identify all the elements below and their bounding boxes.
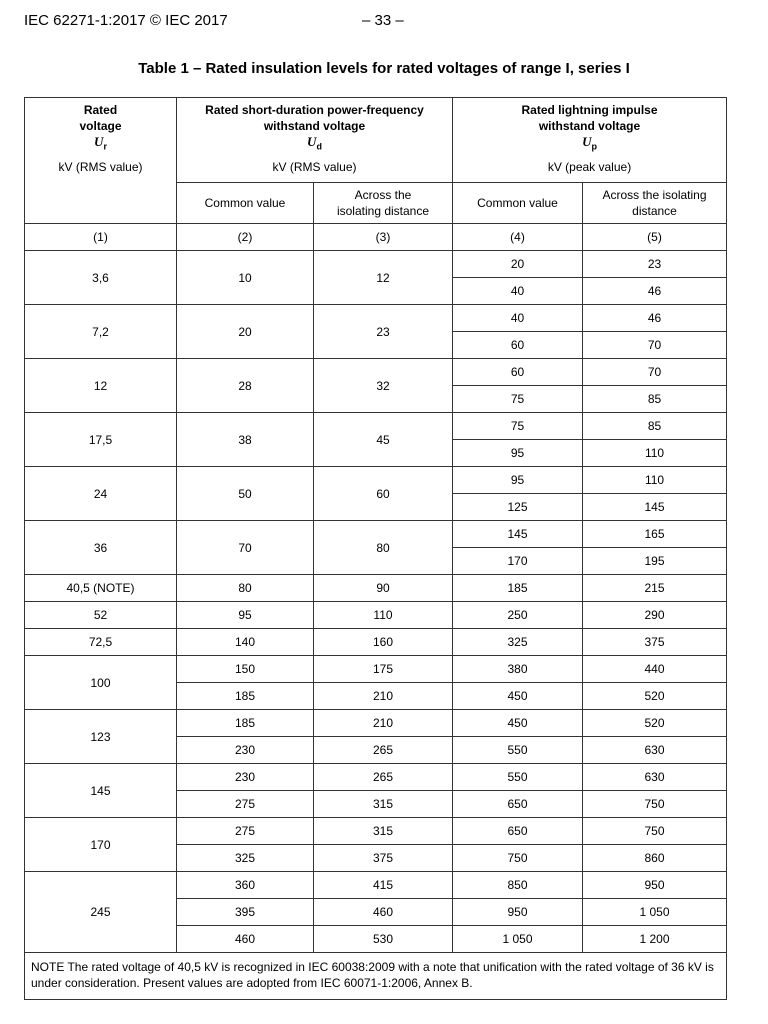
li-common-value-cell: 95: [453, 440, 583, 467]
pf-common-value-cell: 395: [177, 899, 314, 926]
pf-common-value-cell: 325: [177, 845, 314, 872]
column-number-row: [25, 224, 727, 251]
rated-voltage-cell: 17,5: [25, 413, 177, 467]
column-number: (4): [453, 224, 583, 251]
lightning-label-line2: withstand voltage: [538, 119, 641, 133]
li-common-value-cell: 750: [453, 845, 583, 872]
li-across-isolating-cell: 46: [583, 278, 727, 305]
li-across-isolating-cell: 165: [583, 521, 727, 548]
li-across-isolating-cell: 860: [583, 845, 727, 872]
pf-common-value-header: Common value: [177, 183, 314, 224]
li-across-isolating-cell: 630: [583, 737, 727, 764]
li-common-value-cell: 450: [453, 683, 583, 710]
li-common-value-cell: 950: [453, 899, 583, 926]
table-row: [25, 305, 727, 332]
table-row: [25, 575, 727, 602]
li-common-value-cell: 170: [453, 548, 583, 575]
table-row: [25, 359, 727, 386]
li-across-isolating-cell: 290: [583, 602, 727, 629]
pf-common-value-cell: 28: [177, 359, 314, 413]
table-note: NOTE The rated voltage of 40,5 kV is recognized in IEC 60038:2009 with a note that unification with the rated voltage of 36 kV is under consideration. Present values are adopted from IEC 60071-1:2006, Annex B.: [25, 953, 727, 1000]
page-header: [24, 12, 744, 34]
insulation-levels-table: [24, 97, 727, 1000]
rated-voltage-cell: 3,6: [25, 251, 177, 305]
li-across-isolating-cell: 23: [583, 251, 727, 278]
pf-across-isolating-cell: 210: [314, 710, 453, 737]
pf-across-isolating-cell: 90: [314, 575, 453, 602]
rated-voltage-cell: 145: [25, 764, 177, 818]
li-common-value-cell: 550: [453, 764, 583, 791]
li-common-value-cell: 40: [453, 278, 583, 305]
li-common-value-cell: 60: [453, 359, 583, 386]
li-common-value-cell: 40: [453, 305, 583, 332]
table-row: [25, 656, 727, 683]
pf-common-value-cell: 10: [177, 251, 314, 305]
li-across-isolating-cell: 1 200: [583, 926, 727, 953]
li-across-isolating-cell: 46: [583, 305, 727, 332]
li-common-value-cell: 75: [453, 386, 583, 413]
rated-voltage-cell: 40,5 (NOTE): [25, 575, 177, 602]
table-row: [25, 467, 727, 494]
pf-across-isolating-cell: 315: [314, 818, 453, 845]
li-common-value-cell: 125: [453, 494, 583, 521]
table-title: Table 1 – Rated insulation levels for rated voltages of range I, series I: [138, 60, 630, 77]
table-row: [25, 602, 727, 629]
rated-voltage-symbol: $U_r$: [94, 134, 107, 152]
lightning-symbol: $U_p$: [582, 134, 597, 152]
pf-across-isolating-cell: 12: [314, 251, 453, 305]
pf-common-value-cell: 95: [177, 602, 314, 629]
li-across-isolating-cell: 520: [583, 683, 727, 710]
pf-across-isolating-cell: 110: [314, 602, 453, 629]
li-across-isolating-cell: 195: [583, 548, 727, 575]
pf-across-isolating-cell: 415: [314, 872, 453, 899]
lightning-impulse-header: [453, 98, 727, 183]
rated-voltage-cell: 52: [25, 602, 177, 629]
li-common-value-cell: 550: [453, 737, 583, 764]
rated-voltage-cell: 100: [25, 656, 177, 710]
table-row: [25, 413, 727, 440]
power-frequency-symbol: $U_d$: [307, 134, 322, 152]
rated-voltage-cell: 36: [25, 521, 177, 575]
power-frequency-label-line1: Rated short-duration power-frequency: [205, 103, 424, 117]
li-across-isolating-cell: 440: [583, 656, 727, 683]
pf-common-value-cell: 20: [177, 305, 314, 359]
pf-common-value-cell: 185: [177, 683, 314, 710]
li-common-value-cell: 185: [453, 575, 583, 602]
pf-across-isolating-cell: 80: [314, 521, 453, 575]
li-across-isolating-cell: 145: [583, 494, 727, 521]
header-row-group: [25, 98, 727, 183]
pf-across-isolating-cell: 265: [314, 737, 453, 764]
rated-voltage-unit: kV (RMS value): [58, 159, 143, 174]
li-common-value-cell: 95: [453, 467, 583, 494]
li-across-isolating-cell: 375: [583, 629, 727, 656]
pf-across-isolating-cell: 375: [314, 845, 453, 872]
rated-voltage-header: [25, 98, 177, 224]
li-common-value-cell: 20: [453, 251, 583, 278]
pf-across-isolating-cell: 60: [314, 467, 453, 521]
rated-voltage-cell: 24: [25, 467, 177, 521]
table-body: [25, 251, 727, 953]
li-across-isolating-cell: 520: [583, 710, 727, 737]
pf-common-value-cell: 230: [177, 764, 314, 791]
power-frequency-unit: kV (RMS value): [272, 159, 357, 174]
pf-across-isolating-cell: 530: [314, 926, 453, 953]
li-across-isolating-cell: 110: [583, 440, 727, 467]
pf-common-value-cell: 275: [177, 791, 314, 818]
rated-voltage-label-line2: voltage: [79, 119, 122, 133]
lightning-unit: kV (peak value): [547, 159, 632, 174]
pf-common-value-cell: 230: [177, 737, 314, 764]
li-common-value-cell: 450: [453, 710, 583, 737]
pf-common-value-cell: 38: [177, 413, 314, 467]
pf-common-value-cell: 150: [177, 656, 314, 683]
li-common-value-cell: 850: [453, 872, 583, 899]
rated-voltage-label-line1: Rated: [83, 103, 118, 117]
column-number: (2): [177, 224, 314, 251]
pf-across-isolating-cell: 23: [314, 305, 453, 359]
li-across-isolating-cell: 110: [583, 467, 727, 494]
li-common-value-cell: 75: [453, 413, 583, 440]
li-common-value-cell: 1 050: [453, 926, 583, 953]
li-common-value-cell: 145: [453, 521, 583, 548]
rated-voltage-cell: 72,5: [25, 629, 177, 656]
pf-across-isolating-cell: 265: [314, 764, 453, 791]
table-row: [25, 521, 727, 548]
li-across-isolating-cell: 85: [583, 413, 727, 440]
rated-voltage-cell: 170: [25, 818, 177, 872]
column-number: (5): [583, 224, 727, 251]
rated-voltage-cell: 245: [25, 872, 177, 953]
column-number: (3): [314, 224, 453, 251]
pf-across-isolating-cell: 315: [314, 791, 453, 818]
pf-across-isolating-cell: 45: [314, 413, 453, 467]
li-across-isolating-cell: 85: [583, 386, 727, 413]
pf-across-isolating-header: Across the isolating distance: [314, 183, 453, 224]
table-row: [25, 629, 727, 656]
pf-common-value-cell: 275: [177, 818, 314, 845]
pf-common-value-cell: 185: [177, 710, 314, 737]
page-number: – 33 –: [362, 12, 404, 29]
rated-voltage-cell: 123: [25, 710, 177, 764]
table-row: [25, 710, 727, 737]
rated-voltage-cell: 12: [25, 359, 177, 413]
power-frequency-header: [177, 98, 453, 183]
pf-common-value-cell: 460: [177, 926, 314, 953]
li-common-value-cell: 650: [453, 818, 583, 845]
li-across-isolating-header: Across the isolating distance: [583, 183, 727, 224]
pf-common-value-cell: 70: [177, 521, 314, 575]
pf-across-isolating-cell: 210: [314, 683, 453, 710]
pf-common-value-cell: 50: [177, 467, 314, 521]
li-common-value-cell: 380: [453, 656, 583, 683]
table-row: [25, 818, 727, 845]
li-common-value-cell: 650: [453, 791, 583, 818]
li-common-value-cell: 250: [453, 602, 583, 629]
li-common-value-cell: 325: [453, 629, 583, 656]
table-row: [25, 251, 727, 278]
pf-common-value-cell: 360: [177, 872, 314, 899]
pf-across-isolating-cell: 32: [314, 359, 453, 413]
rated-voltage-cell: 7,2: [25, 305, 177, 359]
li-common-value-cell: 60: [453, 332, 583, 359]
pf-common-value-cell: 140: [177, 629, 314, 656]
document-reference: IEC 62271-1:2017 © IEC 2017: [24, 12, 228, 29]
power-frequency-label-line2: withstand voltage: [263, 119, 366, 133]
li-across-isolating-cell: 950: [583, 872, 727, 899]
li-across-isolating-cell: 70: [583, 359, 727, 386]
li-across-isolating-cell: 630: [583, 764, 727, 791]
li-across-isolating-cell: 1 050: [583, 899, 727, 926]
li-across-isolating-cell: 70: [583, 332, 727, 359]
pf-across-isolating-cell: 160: [314, 629, 453, 656]
pf-common-value-cell: 80: [177, 575, 314, 602]
li-across-isolating-cell: 750: [583, 791, 727, 818]
note-row: [25, 953, 727, 1000]
pf-across-isolating-cell: 460: [314, 899, 453, 926]
table-row: [25, 764, 727, 791]
li-across-isolating-cell: 750: [583, 818, 727, 845]
lightning-label-line1: Rated lightning impulse: [521, 103, 658, 117]
li-common-value-header: Common value: [453, 183, 583, 224]
pf-across-isolating-cell: 175: [314, 656, 453, 683]
table-row: [25, 872, 727, 899]
column-number: (1): [25, 224, 177, 251]
li-across-isolating-cell: 215: [583, 575, 727, 602]
